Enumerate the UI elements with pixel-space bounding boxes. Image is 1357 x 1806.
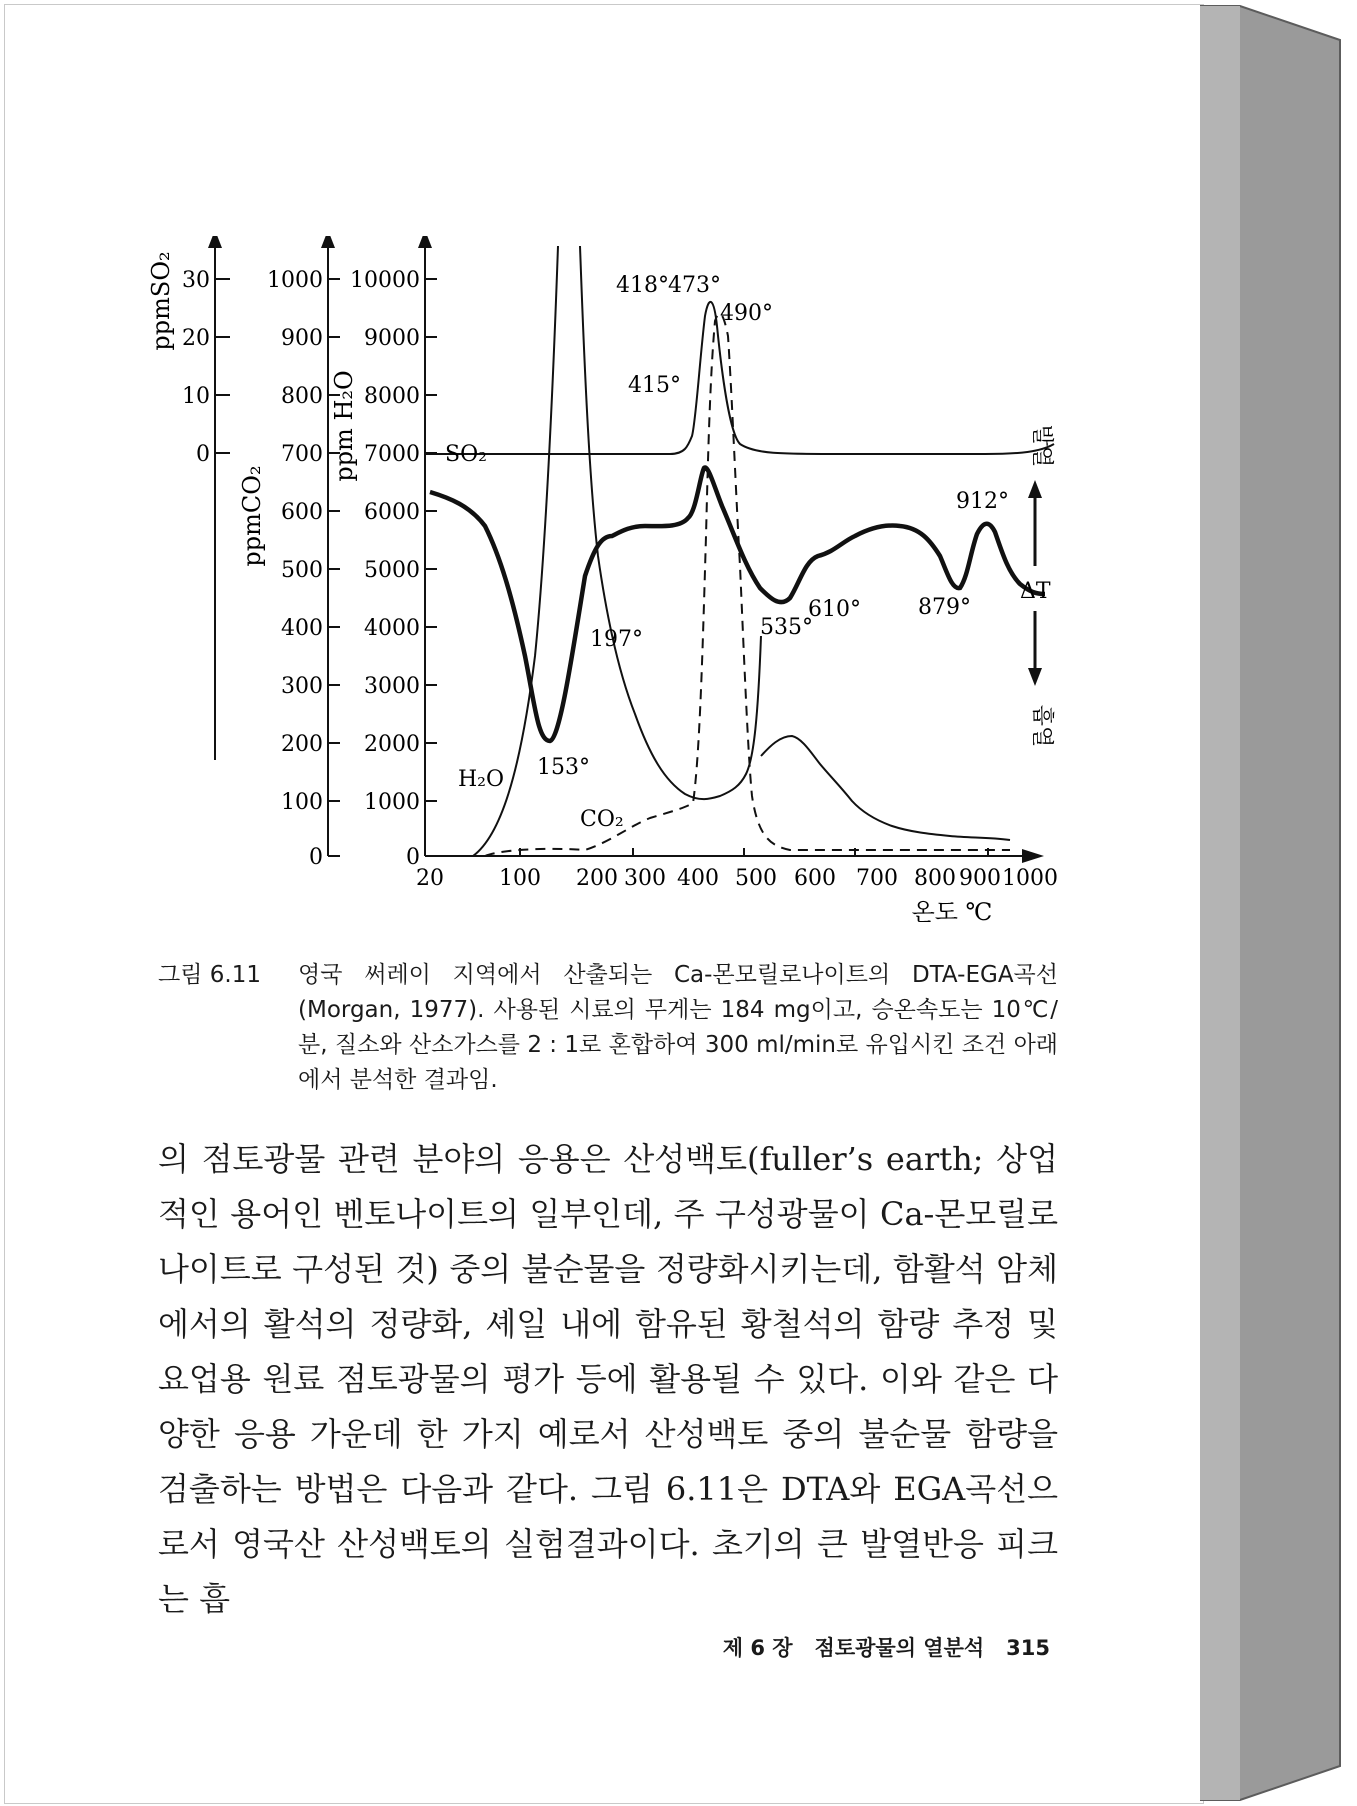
peak-annotation: 610° bbox=[808, 597, 861, 622]
dta-ega-figure bbox=[140, 236, 1060, 936]
x-axis-arrow bbox=[1022, 849, 1044, 863]
h2o-tick-label: 0 bbox=[406, 845, 420, 870]
co2-tick-label: 400 bbox=[281, 616, 323, 641]
peak-annotation: 490° bbox=[720, 301, 773, 326]
x-tick-label: 1000 bbox=[1002, 866, 1058, 891]
caption-text: 영국 써레이 지역에서 산출되는 Ca-몬모릴로나이트의 DTA-EGA곡선(Morgan, 1977). 사용된 시료의 무게는 184 mg이고, 승온속도는 10℃/분, 질소와 산소가스를 2 : 1로 혼합하여 300 ml/min로 유입시킨 조건 아래에서 분석한 결과임. bbox=[298, 962, 1058, 1093]
co2-tick-label: 500 bbox=[281, 558, 323, 583]
delta-t-indicator bbox=[1020, 425, 1054, 748]
page-footer bbox=[600, 1632, 1050, 1662]
so2-tick-label: 30 bbox=[182, 268, 210, 293]
chapter-label: 제 6 장 bbox=[722, 1636, 793, 1660]
h2o-tick-label: 9000 bbox=[364, 326, 420, 351]
curves bbox=[425, 246, 1054, 856]
co2-tick-label: 900 bbox=[281, 326, 323, 351]
co2-axis bbox=[238, 236, 340, 870]
h2o-tail-curve bbox=[761, 736, 1010, 840]
peak-annotation: 535° bbox=[760, 615, 813, 640]
peak-annotation: 418° bbox=[616, 273, 669, 298]
h2o-tick-label: 1000 bbox=[364, 790, 420, 815]
so2-ticks bbox=[215, 279, 230, 453]
h2o-ticks bbox=[425, 279, 437, 801]
delta-t-label: ΔT bbox=[1020, 579, 1051, 604]
h2o-axis-label: ppm H₂O bbox=[330, 370, 358, 482]
h2o-tick-label: 2000 bbox=[364, 732, 420, 757]
x-tick-label: 500 bbox=[735, 866, 777, 891]
x-tick-label: 20 bbox=[416, 866, 444, 891]
co2-tick-label: 700 bbox=[281, 442, 323, 467]
exo-arrow-head bbox=[1028, 480, 1042, 498]
h2o-tick-label: 7000 bbox=[364, 442, 420, 467]
x-axis-label: 온도 ℃ bbox=[911, 898, 993, 926]
caption-label: 그림 6.11 bbox=[158, 962, 261, 988]
chapter-title: 점토광물의 열분석 bbox=[814, 1636, 985, 1660]
so2-tick-label: 0 bbox=[196, 442, 210, 467]
co2-tick-label: 0 bbox=[309, 845, 323, 870]
co2-tick-label: 200 bbox=[281, 732, 323, 757]
body-paragraph: 의 점토광물 관련 분야의 응용은 산성백토(fuller’s earth; 상업적인 용어인 벤토나이트의 일부인데, 주 구성광물이 Ca-몬모릴로나이트로 구성된 것) 중의 불순물을 정량화시키는데, 함활석 암체에서의 활석의 정량화, 셰일 내에 함유된 황철석의 함량 추정 및 요업용 원료 점토광물의 평가 등에 활용될 수 있다. 이와 같은 다양한 응용 가운데 한 가지 예로서 산성백토 중의 불순물 함량을 검출하는 방법은 다음과 같다. 그림 6.11은 DTA와 EGA곡선으로서 영국산 산성백토의 실험결과이다. 초기의 큰 발열반응 피크는 흡 bbox=[158, 1140, 1058, 1618]
so2-tick-label: 10 bbox=[182, 384, 210, 409]
peak-annotation: 912° bbox=[956, 489, 1009, 514]
endo-label: 흡열 bbox=[1029, 704, 1054, 748]
h2o-axis bbox=[330, 236, 437, 870]
peak-annotation: 153° bbox=[537, 755, 590, 780]
co2-tick-label: 800 bbox=[281, 384, 323, 409]
so2-curve-label: SO₂ bbox=[445, 442, 487, 467]
co2-axis-arrow bbox=[321, 236, 335, 248]
peak-annotation: 197° bbox=[590, 627, 643, 652]
co2-tick-label: 1000 bbox=[267, 268, 323, 293]
page-number: 315 bbox=[1006, 1636, 1050, 1660]
x-tick-label: 400 bbox=[677, 866, 719, 891]
h2o-tick-label: 4000 bbox=[364, 616, 420, 641]
h2o-tick-label: 3000 bbox=[364, 674, 420, 699]
x-tick-label: 700 bbox=[856, 866, 898, 891]
body-text bbox=[158, 1132, 1058, 1627]
h2o-tick-label: 10000 bbox=[350, 268, 420, 293]
so2-axis-label: ppmSO₂ bbox=[147, 251, 175, 351]
h2o-tick-label: 5000 bbox=[364, 558, 420, 583]
co2-tick-label: 600 bbox=[281, 500, 323, 525]
co2-tick-label: 300 bbox=[281, 674, 323, 699]
dta-ega-chart bbox=[140, 236, 1060, 936]
h2o-axis-arrow bbox=[418, 236, 432, 248]
co2-axis-label: ppmCO₂ bbox=[238, 465, 266, 567]
peak-annotation: 473° bbox=[668, 273, 721, 298]
exo-label: 발열 bbox=[1029, 424, 1054, 468]
peak-annotation: 879° bbox=[918, 595, 971, 620]
book-thickness-edge bbox=[1200, 0, 1357, 1806]
endo-arrow-head bbox=[1028, 668, 1042, 686]
h2o-tick-label: 6000 bbox=[364, 500, 420, 525]
so2-axis bbox=[147, 236, 230, 760]
x-tick-label: 200 bbox=[576, 866, 618, 891]
temperature-axis bbox=[416, 848, 1058, 926]
so2-axis-arrow bbox=[208, 236, 222, 248]
co2-tick-label: 100 bbox=[281, 790, 323, 815]
co2-curve-label: CO₂ bbox=[580, 807, 624, 832]
x-tick-label: 600 bbox=[794, 866, 836, 891]
x-tick-label: 900 bbox=[959, 866, 1001, 891]
so2-tick-label: 20 bbox=[182, 326, 210, 351]
co2-ticks bbox=[328, 279, 340, 856]
x-tick-label: 800 bbox=[914, 866, 956, 891]
h2o-curve-label: H₂O bbox=[458, 767, 505, 792]
peak-annotation: 415° bbox=[628, 373, 681, 398]
h2o-tick-label: 8000 bbox=[364, 384, 420, 409]
x-tick-label: 100 bbox=[499, 866, 541, 891]
x-tick-label: 300 bbox=[624, 866, 666, 891]
